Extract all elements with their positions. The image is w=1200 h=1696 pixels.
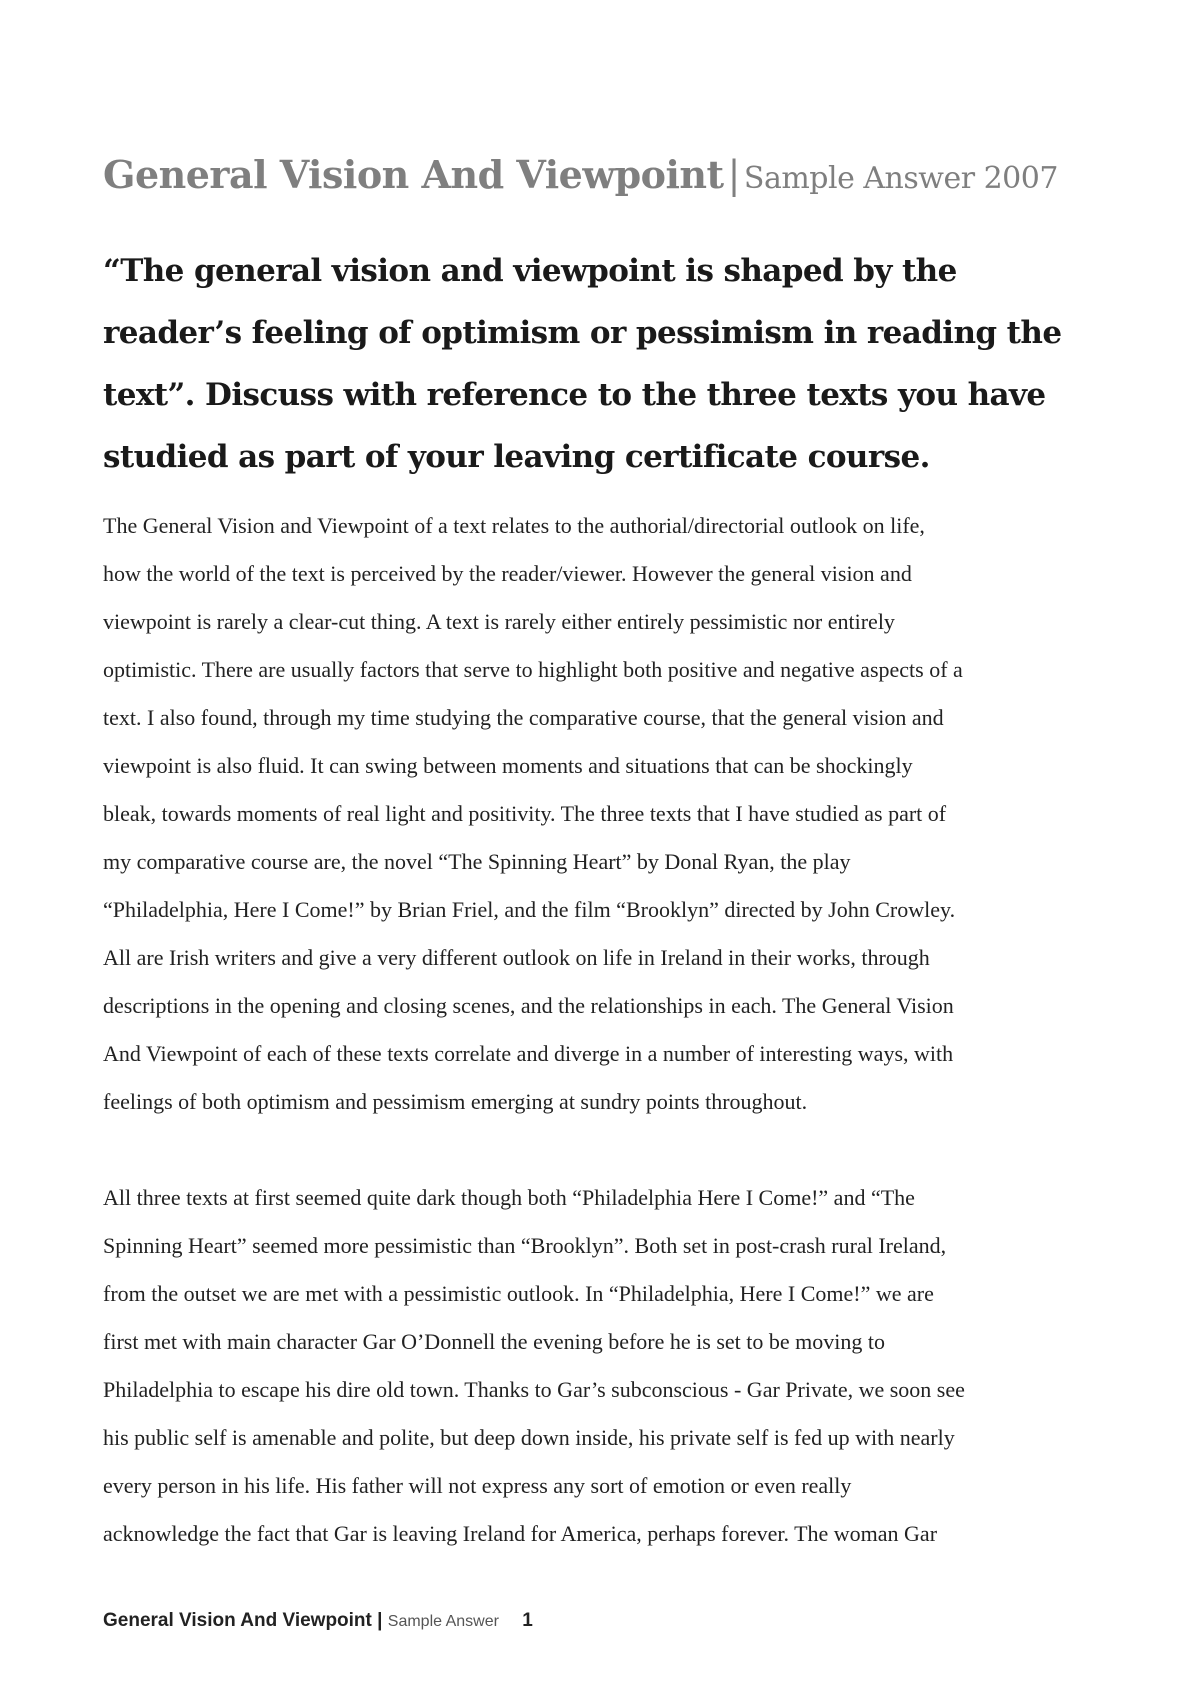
footer-title: General Vision And Viewpoint [103,1610,372,1631]
document-title [103,150,1103,204]
text-line: bleak, towards moments of real light and positivity. The three texts that I have studied as part of [103,801,947,826]
text-line: from the outset we are met with a pessimistic outlook. In “Philadelphia, Here I Come!” we are [103,1281,934,1306]
page-footer [103,1610,533,1632]
text-line: All three texts at first seemed quite dark though both “Philadelphia Here I Come!” and “The [103,1185,915,1210]
text-line: viewpoint is rarely a clear-cut thing. A text is rarely either entirely pessimistic nor entirely [103,609,895,634]
text-line: “Philadelphia, Here I Come!” by Brian Friel, and the film “Brooklyn” directed by John Crowley. [103,897,956,922]
text-line: my comparative course are, the novel “The Spinning Heart” by Donal Ryan, the play [103,849,851,874]
title-separator: | [727,153,740,197]
text-line: his public self is amenable and polite, but deep down inside, his private self is fed up with nearly [103,1425,955,1450]
footer-subtitle: Sample Answer [387,1613,499,1630]
essay-body [103,502,1103,1606]
text-line: Spinning Heart” seemed more pessimistic than “Brooklyn”. Both set in post-crash rural Ireland, [103,1233,947,1258]
title-subtitle: Sample Answer 2007 [743,161,1058,196]
paragraph-intro [103,502,1103,1126]
question-line: studied as part of your leaving certificate course. [103,439,930,475]
text-line: how the world of the text is perceived by the reader/viewer. However the general vision and [103,561,912,586]
text-line: every person in his life. His father will not express any sort of emotion or even really [103,1473,852,1498]
page-number: 1 [522,1610,533,1631]
question-line: text”. Discuss with reference to the three texts you have [103,377,1046,413]
text-line: text. I also found, through my time studying the comparative course, that the general vision and [103,705,944,730]
essay-question [103,240,1103,488]
text-line: first met with main character Gar O’Donnell the evening before he is set to be moving to [103,1329,885,1354]
text-line: Philadelphia to escape his dire old town. Thanks to Gar’s subconscious - Gar Private, we soon see [103,1377,965,1402]
text-line: The General Vision and Viewpoint of a text relates to the authorial/directorial outlook on life, [103,513,925,538]
text-line: All are Irish writers and give a very different outlook on life in Ireland in their works, through [103,945,930,970]
text-line: optimistic. There are usually factors that serve to highlight both positive and negative aspects of a [103,657,963,682]
question-line: reader’s feeling of optimism or pessimism in reading the [103,315,1062,351]
text-line: viewpoint is also fluid. It can swing between moments and situations that can be shockingly [103,753,913,778]
text-line: feelings of both optimism and pessimism emerging at sundry points throughout. [103,1089,808,1114]
question-line: “The general vision and viewpoint is shaped by the [103,253,957,289]
text-line: acknowledge the fact that Gar is leaving Ireland for America, perhaps forever. The woman Gar [103,1521,938,1546]
text-line: descriptions in the opening and closing scenes, and the relationships in each. The General Vision [103,993,954,1018]
text-line: And Viewpoint of each of these texts correlate and diverge in a number of interesting ways, with [103,1041,954,1066]
footer-separator: | [377,1610,383,1631]
paragraph-second [103,1174,1103,1558]
title-text: General Vision And Viewpoint [103,152,724,197]
